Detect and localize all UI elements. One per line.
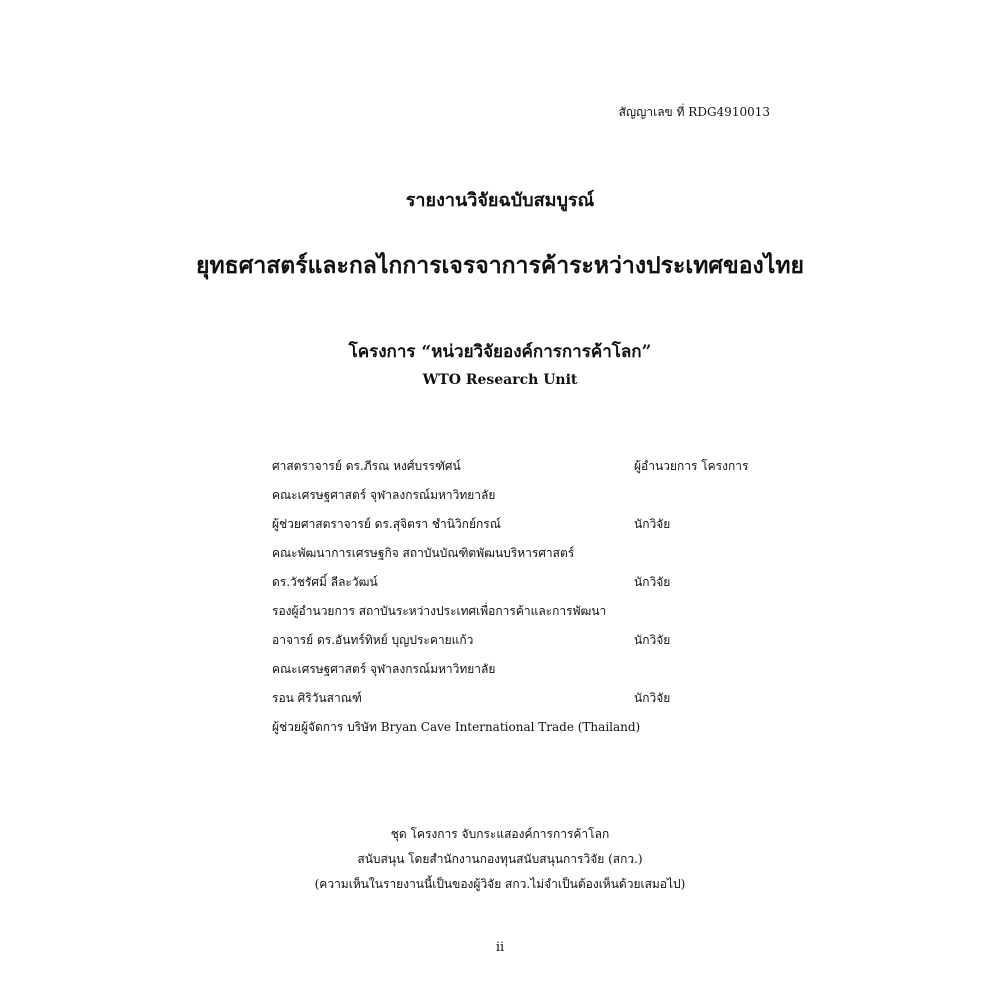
project-name: โครงการ “หน่วยวิจัยองค์การการค้าโลก” [348, 342, 652, 362]
team-row [272, 485, 772, 514]
team-member-text: ดร.วัชรัศมิ์ ลีละวัฒน์ [272, 575, 378, 589]
team-member-text: รองผู้อำนวยการ สถาบันระหว่างประเทศเพื่อการค้าและการพัฒนา [272, 604, 607, 618]
team-member-role: นักวิจัย [634, 575, 671, 589]
contract-number: สัญญาเลข ที่ RDG4910013 [618, 105, 770, 119]
team-row [272, 572, 772, 601]
team-member-text: คณะพัฒนาการเศรษฐกิจ สถาบันบัณฑิตพัฒนบริหารศาสตร์ [272, 546, 575, 560]
team-row [272, 688, 772, 717]
team-member-text: ผู้ช่วยผู้จัดการ บริษัท Bryan Cave International Trade (Thailand) [272, 720, 641, 734]
team-row [272, 456, 772, 485]
team-member-role: นักวิจัย [634, 633, 671, 647]
team-row [272, 659, 772, 688]
team-member-text: อาจารย์ ดร.อันทร์ทิหย์ บุญประคายแก้ว [272, 633, 474, 647]
page-number: ii [495, 940, 505, 955]
team-member-text: ศาสตราจารย์ ดร.ภีรณ หงศ์บรรฑัศน์ [272, 459, 461, 473]
research-team-list [272, 456, 772, 746]
footer-disclaimer-line: (ความเห็นในรายงานนี้เป็นของผู้วิจัย สกว.ไม่จำเป็นต้องเห็นด้วยเสมอไป) [314, 877, 686, 891]
footer-sponsor-line: สนับสนุน โดยสำนักงานกองทุนสนับสนุนการวิจัย (สกว.) [357, 852, 643, 866]
footer-block [0, 822, 1000, 897]
team-row [272, 514, 772, 543]
team-member-text: รอน ศิริวันสาณฑ์ [272, 691, 362, 705]
team-row [272, 630, 772, 659]
team-member-text: คณะเศรษฐศาสตร์ จุฬาลงกรณ์มหาวิทยาลัย [272, 488, 496, 502]
team-row [272, 601, 772, 630]
team-member-role: นักวิจัย [634, 691, 671, 705]
project-name-en: WTO Research Unit [422, 372, 578, 388]
team-member-text: คณะเศรษฐศาสตร์ จุฬาลงกรณ์มหาวิทยาลัย [272, 662, 496, 676]
team-member-text: ผู้ช่วยศาสตราจารย์ ดร.สุจิตรา ชำนิวิกย์กรณ์ [272, 517, 501, 531]
team-row [272, 717, 772, 746]
team-member-role: นักวิจัย [634, 517, 671, 531]
footer-series-line: ชุด โครงการ จับกระแสองค์การการค้าโลก [390, 827, 610, 841]
report-type-heading: รายงานวิจัยฉบับสมบูรณ์ [405, 190, 595, 211]
team-row [272, 543, 772, 572]
team-member-role: ผู้อำนวยการ โครงการ [634, 459, 749, 473]
report-title: ยุทธศาสตร์และกลไกการเจรจาการค้าระหว่างประเทศของไทย [196, 252, 804, 279]
